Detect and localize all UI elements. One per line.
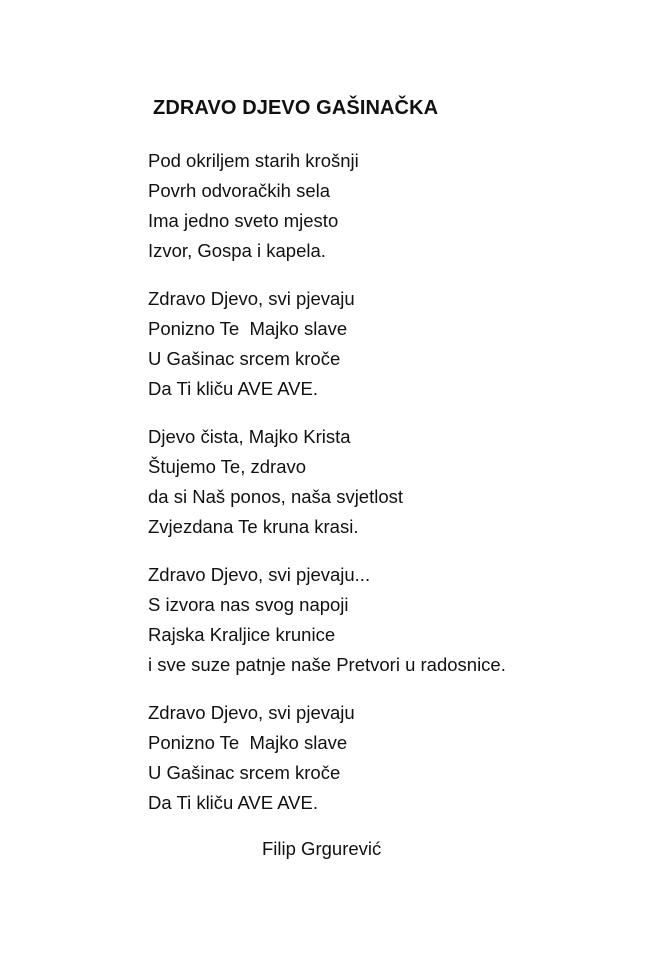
poem-line: Zdravo Djevo, svi pjevaju...	[148, 564, 371, 585]
poem-line: Rajska Kraljice krunice	[148, 624, 336, 645]
poem-line: Ponizno Te Majko slave	[148, 732, 348, 753]
poem-line: Zdravo Djevo, svi pjevaju	[148, 288, 355, 309]
poem-body	[148, 146, 628, 818]
stanza-4	[148, 560, 628, 680]
poem-line: Pod okriljem starih krošnji	[148, 150, 359, 171]
poem-line: i sve suze patnje naše Pretvori u radosnice.	[148, 654, 506, 675]
poem-line: Da Ti kliču AVE AVE.	[148, 792, 318, 813]
poem-line: Ponizno Te Majko slave	[148, 318, 348, 339]
poem-line: S izvora nas svog napoji	[148, 594, 349, 615]
poem-line: U Gašinac srcem kroče	[148, 348, 341, 369]
poem-line: Povrh odvoračkih sela	[148, 180, 331, 201]
stanza-1	[148, 146, 628, 266]
stanza-5	[148, 698, 628, 818]
poem-line: Djevo čista, Majko Krista	[148, 426, 351, 447]
poem-line: da si Naš ponos, naša svjetlost	[148, 486, 404, 507]
poem-author: Filip Grgurević	[262, 838, 382, 859]
poem-line: Štujemo Te, zdravo	[148, 456, 307, 477]
stanza-2	[148, 284, 628, 404]
poem-title: ZDRAVO DJEVO GAŠINAČKA	[153, 97, 439, 119]
poem-line: U Gašinac srcem kroče	[148, 762, 341, 783]
poem-line: Zdravo Djevo, svi pjevaju	[148, 702, 355, 723]
poem-line: Izvor, Gospa i kapela.	[148, 240, 326, 261]
poem-line: Da Ti kliču AVE AVE.	[148, 378, 318, 399]
poem-line: Ima jedno sveto mjesto	[148, 210, 339, 231]
stanza-3	[148, 422, 628, 542]
poem-line: Zvjezdana Te kruna krasi.	[148, 516, 359, 537]
